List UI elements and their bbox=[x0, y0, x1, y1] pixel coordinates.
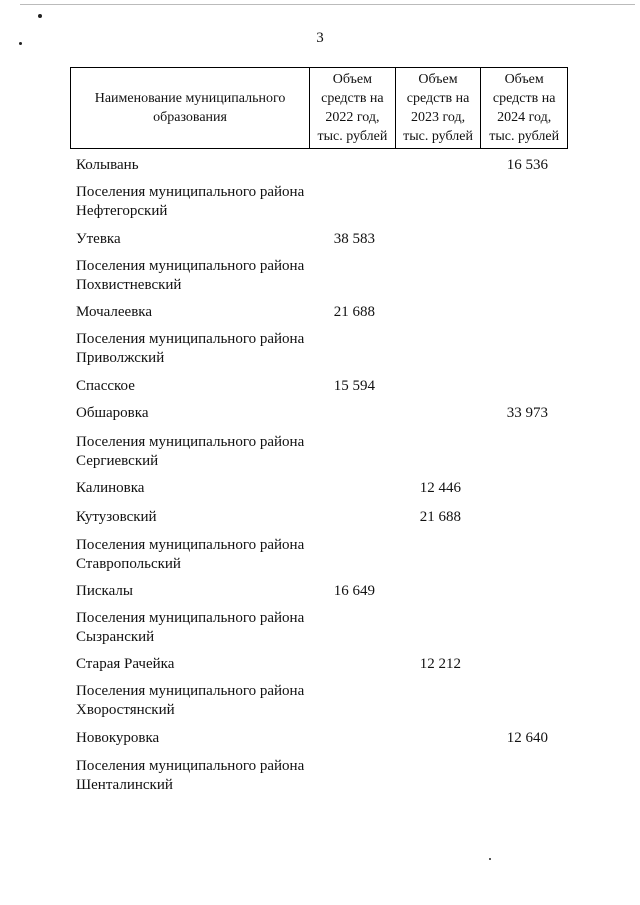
row-name: Старая Рачейка bbox=[76, 656, 175, 672]
row-name: Поселения муниципального района Шенталинский bbox=[76, 758, 305, 793]
value-2022: 21 688 bbox=[333, 304, 375, 320]
value-2023: 21 688 bbox=[419, 509, 461, 525]
scan-speck bbox=[38, 14, 42, 18]
scan-edge-line bbox=[20, 4, 635, 5]
value-2023: 12 446 bbox=[419, 480, 461, 496]
row-name: Колывань bbox=[76, 157, 139, 173]
value-2024: 12 640 bbox=[506, 730, 548, 746]
row-name: Утевка bbox=[76, 231, 121, 247]
header-2022: Объем средств на 2022 год, тыс. рублей bbox=[310, 68, 396, 148]
scan-speck bbox=[489, 858, 491, 860]
row-name: Калиновка bbox=[76, 480, 145, 496]
row-name: Поселения муниципального района Ставропольский bbox=[76, 537, 305, 572]
header-2023: Объем средств на 2023 год, тыс. рублей bbox=[396, 68, 482, 148]
table-header bbox=[70, 67, 568, 149]
value-2022: 38 583 bbox=[333, 231, 375, 247]
row-name: Поселения муниципального района Похвистневский bbox=[76, 258, 305, 293]
row-name: Спасское bbox=[76, 378, 135, 394]
value-2022: 15 594 bbox=[333, 378, 375, 394]
row-name: Поселения муниципального района Сызранский bbox=[76, 610, 305, 645]
page-number: 3 bbox=[316, 30, 324, 46]
row-name: Пискалы bbox=[76, 583, 133, 599]
row-name: Поселения муниципального района Сергиевский bbox=[76, 434, 305, 469]
row-name: Поселения муниципального района Нефтегорский bbox=[76, 184, 305, 219]
row-name: Поселения муниципального района Приволжский bbox=[76, 331, 305, 366]
row-name: Новокуровка bbox=[76, 730, 160, 746]
value-2024: 16 536 bbox=[506, 157, 548, 173]
header-name: Наименование муниципального образования bbox=[71, 68, 310, 148]
row-name: Поселения муниципального района Хворостянский bbox=[76, 683, 305, 718]
row-name: Кутузовский bbox=[76, 509, 157, 525]
value-2022: 16 649 bbox=[333, 583, 375, 599]
value-2024: 33 973 bbox=[506, 405, 548, 421]
row-name: Мочалеевка bbox=[76, 304, 153, 320]
value-2023: 12 212 bbox=[419, 656, 461, 672]
header-2024: Объем средств на 2024 год, тыс. рублей bbox=[489, 72, 560, 144]
row-name: Обшаровка bbox=[76, 405, 149, 421]
